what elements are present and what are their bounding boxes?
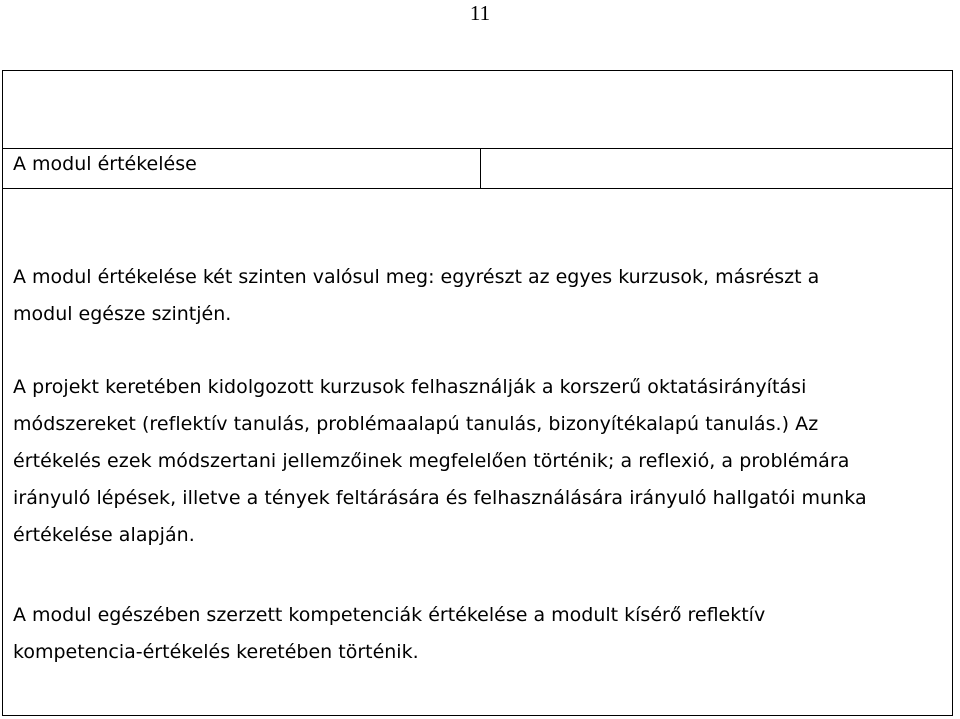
- paragraph-2: [13, 369, 948, 554]
- paragraph-line: A modul értékelése két szinten valósul meg: egyrészt az egyes kurzusok, másrészt a: [13, 266, 820, 288]
- paragraph-3: [13, 597, 948, 671]
- module-evaluation-table: [2, 70, 953, 716]
- paragraph-line: A projekt keretében kidolgozott kurzusok felhasználják a korszerű oktatásirányítási: [13, 376, 807, 398]
- paragraph-line: modul egésze szintjén.: [13, 303, 232, 325]
- page-number: 11: [469, 1, 491, 25]
- section-title: A modul értékelése: [13, 153, 197, 175]
- paragraph-line: irányuló lépések, illetve a tények feltárására és felhasználására irányuló hallgatói munka: [13, 487, 867, 509]
- paragraph-line: értékelése alapján.: [13, 524, 195, 546]
- paragraph-line: értékelés ezek módszertani jellemzőinek megfelelően történik; a reflexió, a problémára: [13, 450, 850, 472]
- paragraph-line: módszereket (reflektív tanulás, problémaalapú tanulás, bizonyítékalapú tanulás.) Az: [13, 413, 819, 435]
- table-header-row: [3, 71, 952, 188]
- paragraph-line: A modul egészében szerzett kompetenciák értékelése a modult kísérő reflektív: [13, 604, 766, 626]
- paragraph-line: kompetencia-értékelés keretében történik.: [13, 641, 419, 663]
- paragraph-1: [13, 259, 948, 333]
